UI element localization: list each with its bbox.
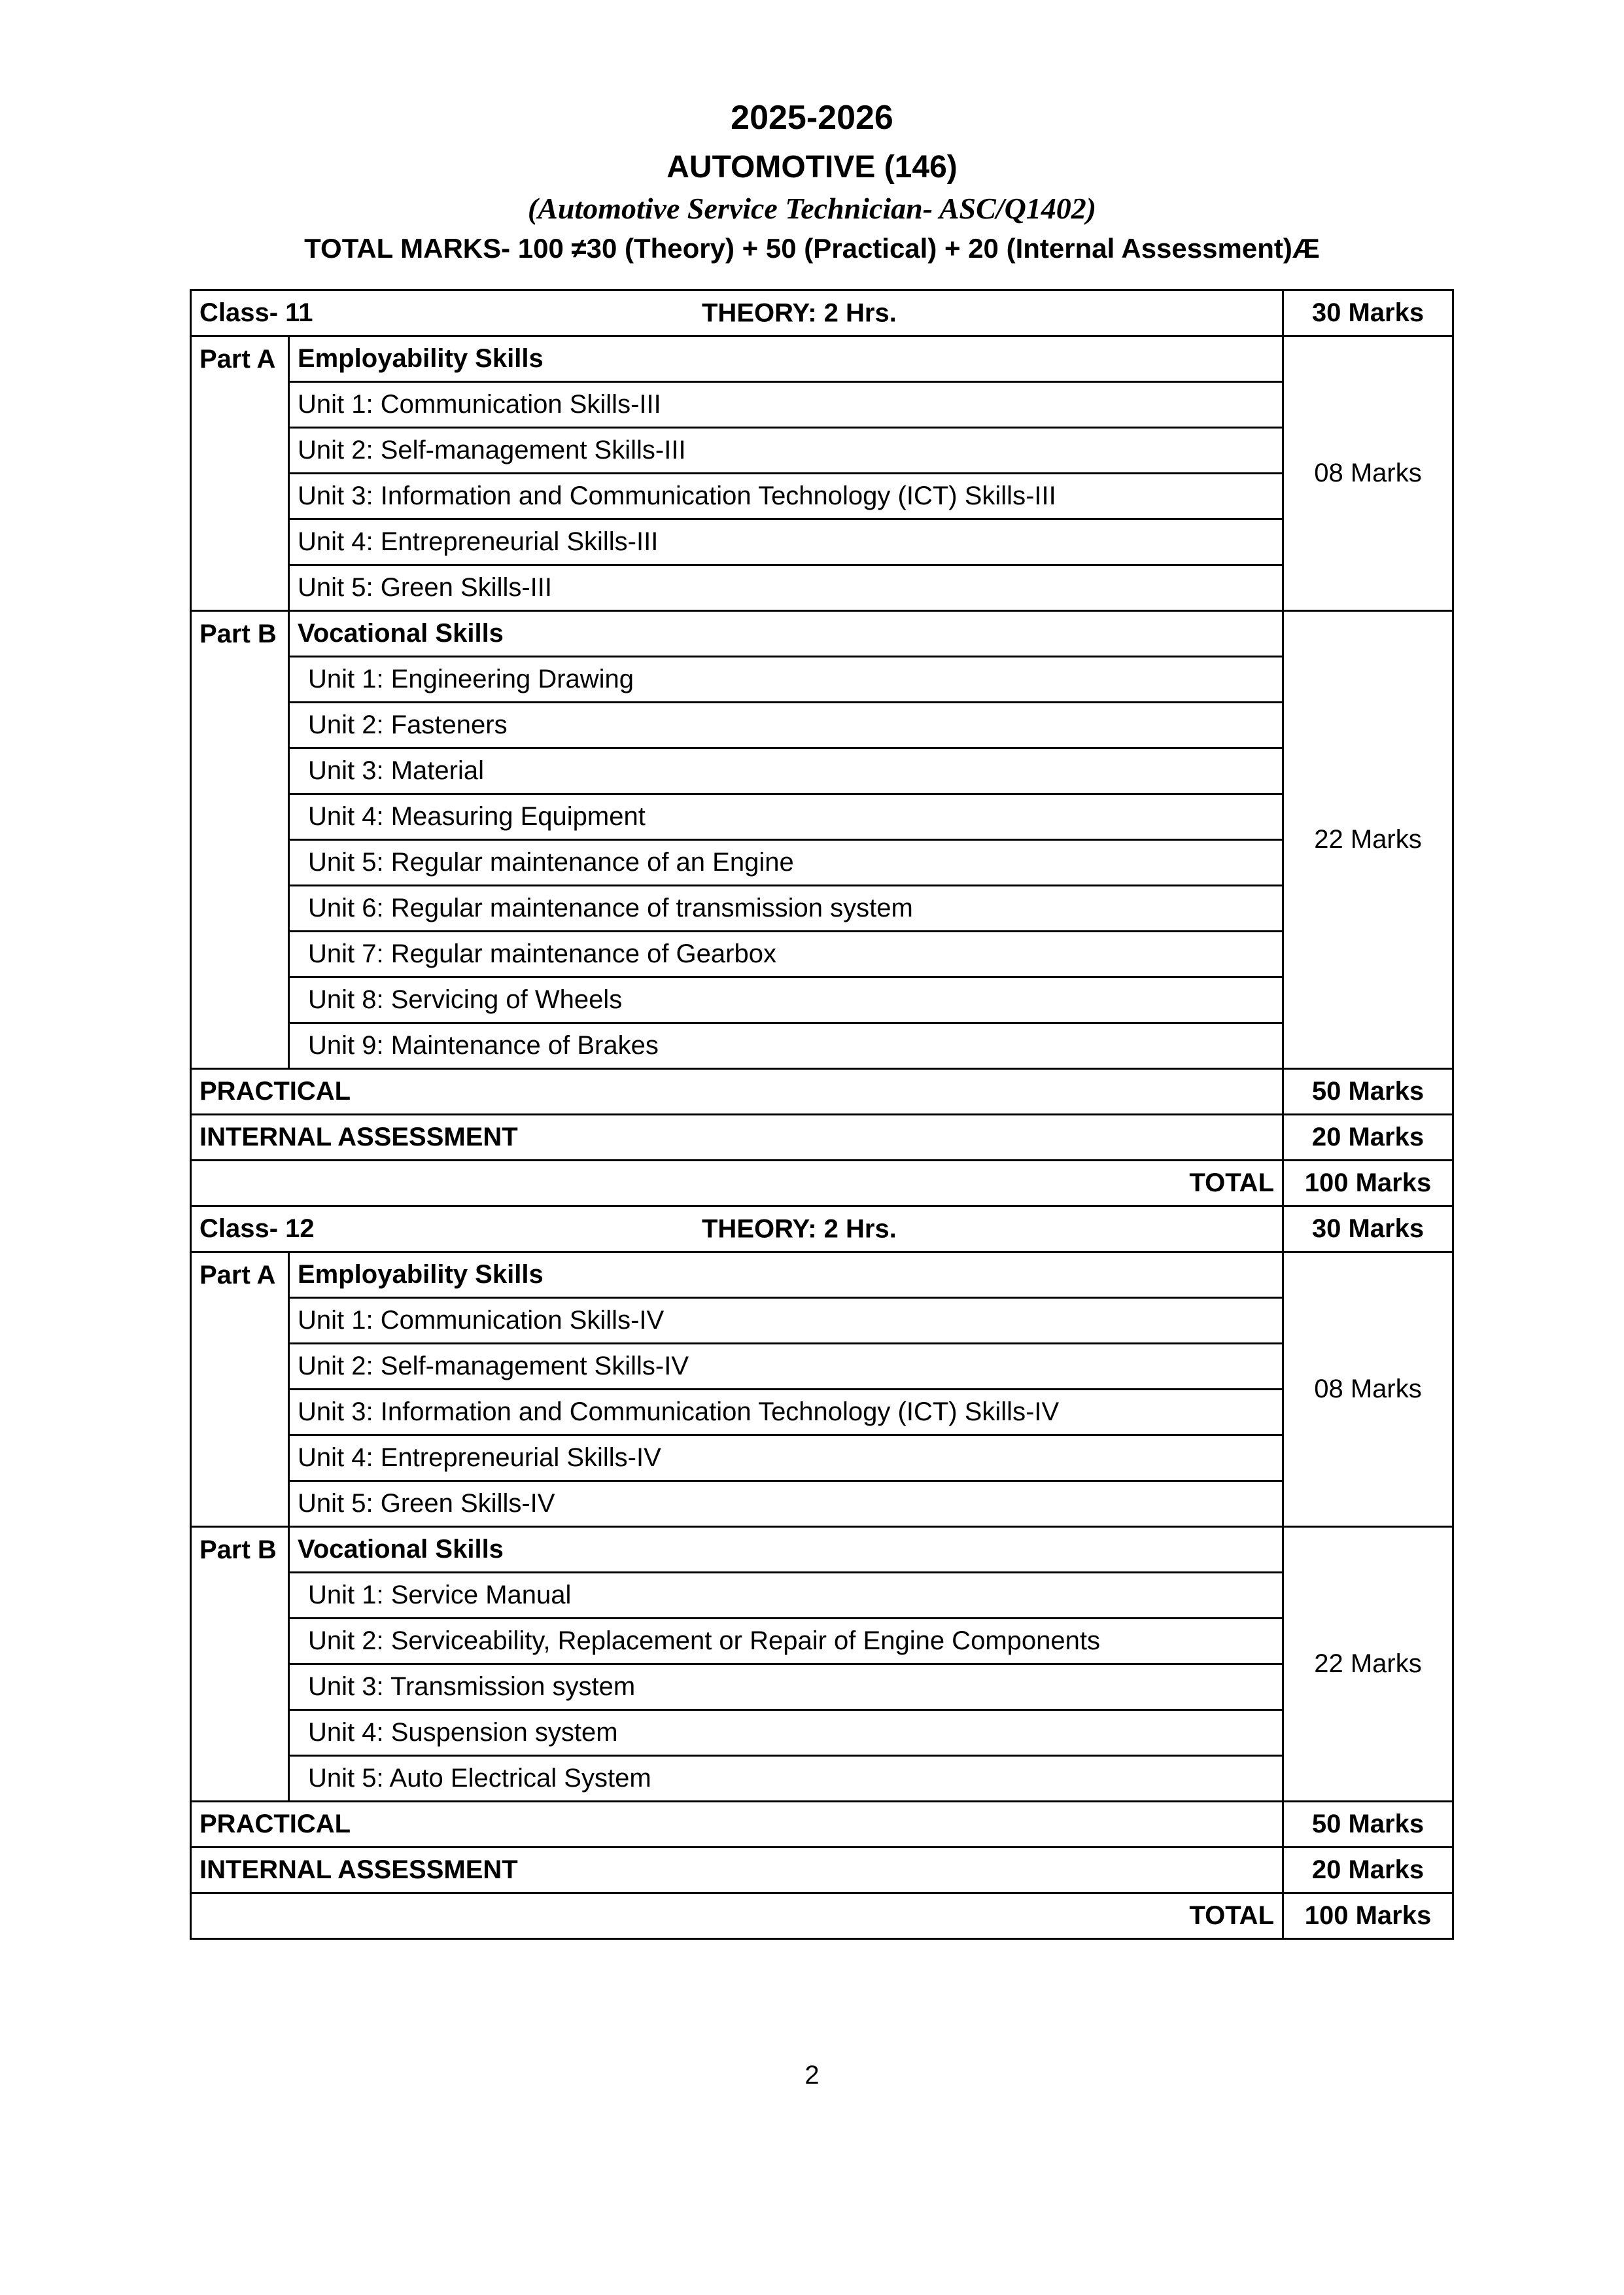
class11-part-b-unit: Unit 6: Regular maintenance of transmission system <box>289 886 1283 932</box>
class11-part-b-marks: 22 Marks <box>1283 611 1453 1069</box>
class12-title <box>191 1206 1283 1252</box>
class11-part-b-unit: Unit 9: Maintenance of Brakes <box>289 1023 1283 1069</box>
class11-internal-row <box>191 1115 1453 1161</box>
class11-internal-marks: 20 Marks <box>1283 1115 1453 1161</box>
class11-part-b-unit: Unit 4: Measuring Equipment <box>289 794 1283 840</box>
table-row <box>191 1481 1453 1527</box>
job-role-subtitle: (Automotive Service Technician- ASC/Q1402) <box>527 192 1097 225</box>
class12-part-b-unit: Unit 1: Service Manual <box>289 1573 1283 1619</box>
class11-practical-marks: 50 Marks <box>1283 1069 1453 1115</box>
class11-part-b-unit: Unit 3: Material <box>289 748 1283 794</box>
class12-internal-row <box>191 1848 1453 1893</box>
table-row <box>191 1298 1453 1344</box>
table-row <box>191 1664 1453 1710</box>
table-row <box>191 886 1453 932</box>
table-row <box>191 428 1453 474</box>
total-marks-summary: TOTAL MARKS- 100 ≠30 (Theory) + 50 (Practical) + 20 (Internal Assessment)Æ <box>304 233 1320 264</box>
class11-part-a-unit: Unit 1: Communication Skills-III <box>289 382 1283 428</box>
class12-theory-duration: THEORY: 2 Hrs. <box>702 1214 897 1243</box>
table-row <box>191 382 1453 428</box>
table-row <box>191 1344 1453 1390</box>
class11-part-b-unit: Unit 5: Regular maintenance of an Engine <box>289 840 1283 886</box>
class11-practical-row <box>191 1069 1453 1115</box>
table-row <box>191 657 1453 703</box>
class12-part-a-unit: Unit 2: Self-management Skills-IV <box>289 1344 1283 1390</box>
class12-part-b-unit: Unit 4: Suspension system <box>289 1710 1283 1756</box>
class12-part-a-heading-row <box>191 1252 1453 1298</box>
table-row <box>191 840 1453 886</box>
class11-internal-label: INTERNAL ASSESSMENT <box>191 1115 1283 1161</box>
class11-part-a-marks: 08 Marks <box>1283 336 1453 611</box>
class11-part-a-unit: Unit 2: Self-management Skills-III <box>289 428 1283 474</box>
class12-label: Class- 12 <box>199 1214 315 1243</box>
table-row <box>191 1619 1453 1664</box>
class11-part-b-heading: Vocational Skills <box>289 611 1283 657</box>
class12-practical-label: PRACTICAL <box>191 1802 1283 1848</box>
table-row <box>191 1390 1453 1435</box>
class12-part-b-unit: Unit 2: Serviceability, Replacement or Repair of Engine Components <box>289 1619 1283 1664</box>
class11-part-b-unit: Unit 2: Fasteners <box>289 703 1283 748</box>
class12-total-marks: 100 Marks <box>1283 1893 1453 1939</box>
class11-theory-duration: THEORY: 2 Hrs. <box>702 298 897 327</box>
document-year: 2025-2026 <box>731 99 893 137</box>
table-row <box>191 565 1453 611</box>
page-number: 2 <box>804 2061 820 2090</box>
class12-part-a-unit: Unit 3: Information and Communication Technology (ICT) Skills-IV <box>289 1390 1283 1435</box>
class11-total-label: TOTAL <box>191 1161 1283 1206</box>
class11-title <box>191 290 1283 336</box>
table-row <box>191 703 1453 748</box>
class12-header-row <box>191 1206 1453 1252</box>
class11-total-row <box>191 1161 1453 1206</box>
table-row <box>191 932 1453 977</box>
class11-part-a-heading: Employability Skills <box>289 336 1283 382</box>
marks-distribution-table <box>190 289 1454 1940</box>
table-row <box>191 977 1453 1023</box>
table-row <box>191 1756 1453 1802</box>
class11-part-b-label: Part B <box>191 611 289 1069</box>
class12-part-a-unit: Unit 1: Communication Skills-IV <box>289 1298 1283 1344</box>
class12-total-row <box>191 1893 1453 1939</box>
class11-part-a-unit: Unit 3: Information and Communication Technology (ICT) Skills-III <box>289 474 1283 519</box>
class11-theory-marks: 30 Marks <box>1283 290 1453 336</box>
table-row <box>191 474 1453 519</box>
class11-part-b-unit: Unit 1: Engineering Drawing <box>289 657 1283 703</box>
class12-total-label: TOTAL <box>191 1893 1283 1939</box>
class11-total-marks: 100 Marks <box>1283 1161 1453 1206</box>
class11-part-a-label: Part A <box>191 336 289 611</box>
class12-internal-label: INTERNAL ASSESSMENT <box>191 1848 1283 1893</box>
class12-part-b-heading: Vocational Skills <box>289 1527 1283 1573</box>
table-row <box>191 519 1453 565</box>
class11-header-row <box>191 290 1453 336</box>
class12-part-a-unit: Unit 4: Entrepreneurial Skills-IV <box>289 1435 1283 1481</box>
table-row <box>191 1435 1453 1481</box>
subject-title: AUTOMOTIVE (146) <box>666 150 958 184</box>
table-row <box>191 794 1453 840</box>
class12-practical-marks: 50 Marks <box>1283 1802 1453 1848</box>
class12-part-b-unit: Unit 3: Transmission system <box>289 1664 1283 1710</box>
class12-part-a-marks: 08 Marks <box>1283 1252 1453 1527</box>
class11-part-a-unit: Unit 4: Entrepreneurial Skills-III <box>289 519 1283 565</box>
class12-part-a-label: Part A <box>191 1252 289 1527</box>
class11-practical-label: PRACTICAL <box>191 1069 1283 1115</box>
class11-part-b-heading-row <box>191 611 1453 657</box>
class12-part-b-label: Part B <box>191 1527 289 1802</box>
class11-label: Class- 11 <box>199 298 313 327</box>
class11-part-b-unit: Unit 7: Regular maintenance of Gearbox <box>289 932 1283 977</box>
table-row <box>191 1023 1453 1069</box>
table-row <box>191 1710 1453 1756</box>
class11-part-b-unit: Unit 8: Servicing of Wheels <box>289 977 1283 1023</box>
class12-internal-marks: 20 Marks <box>1283 1848 1453 1893</box>
class12-part-b-unit: Unit 5: Auto Electrical System <box>289 1756 1283 1802</box>
class12-part-b-marks: 22 Marks <box>1283 1527 1453 1802</box>
class12-part-a-heading: Employability Skills <box>289 1252 1283 1298</box>
table-row <box>191 1573 1453 1619</box>
class11-part-a-unit: Unit 5: Green Skills-III <box>289 565 1283 611</box>
class12-part-a-unit: Unit 5: Green Skills-IV <box>289 1481 1283 1527</box>
class12-theory-marks: 30 Marks <box>1283 1206 1453 1252</box>
class11-part-a-heading-row <box>191 336 1453 382</box>
class12-part-b-heading-row <box>191 1527 1453 1573</box>
table-row <box>191 748 1453 794</box>
class12-practical-row <box>191 1802 1453 1848</box>
